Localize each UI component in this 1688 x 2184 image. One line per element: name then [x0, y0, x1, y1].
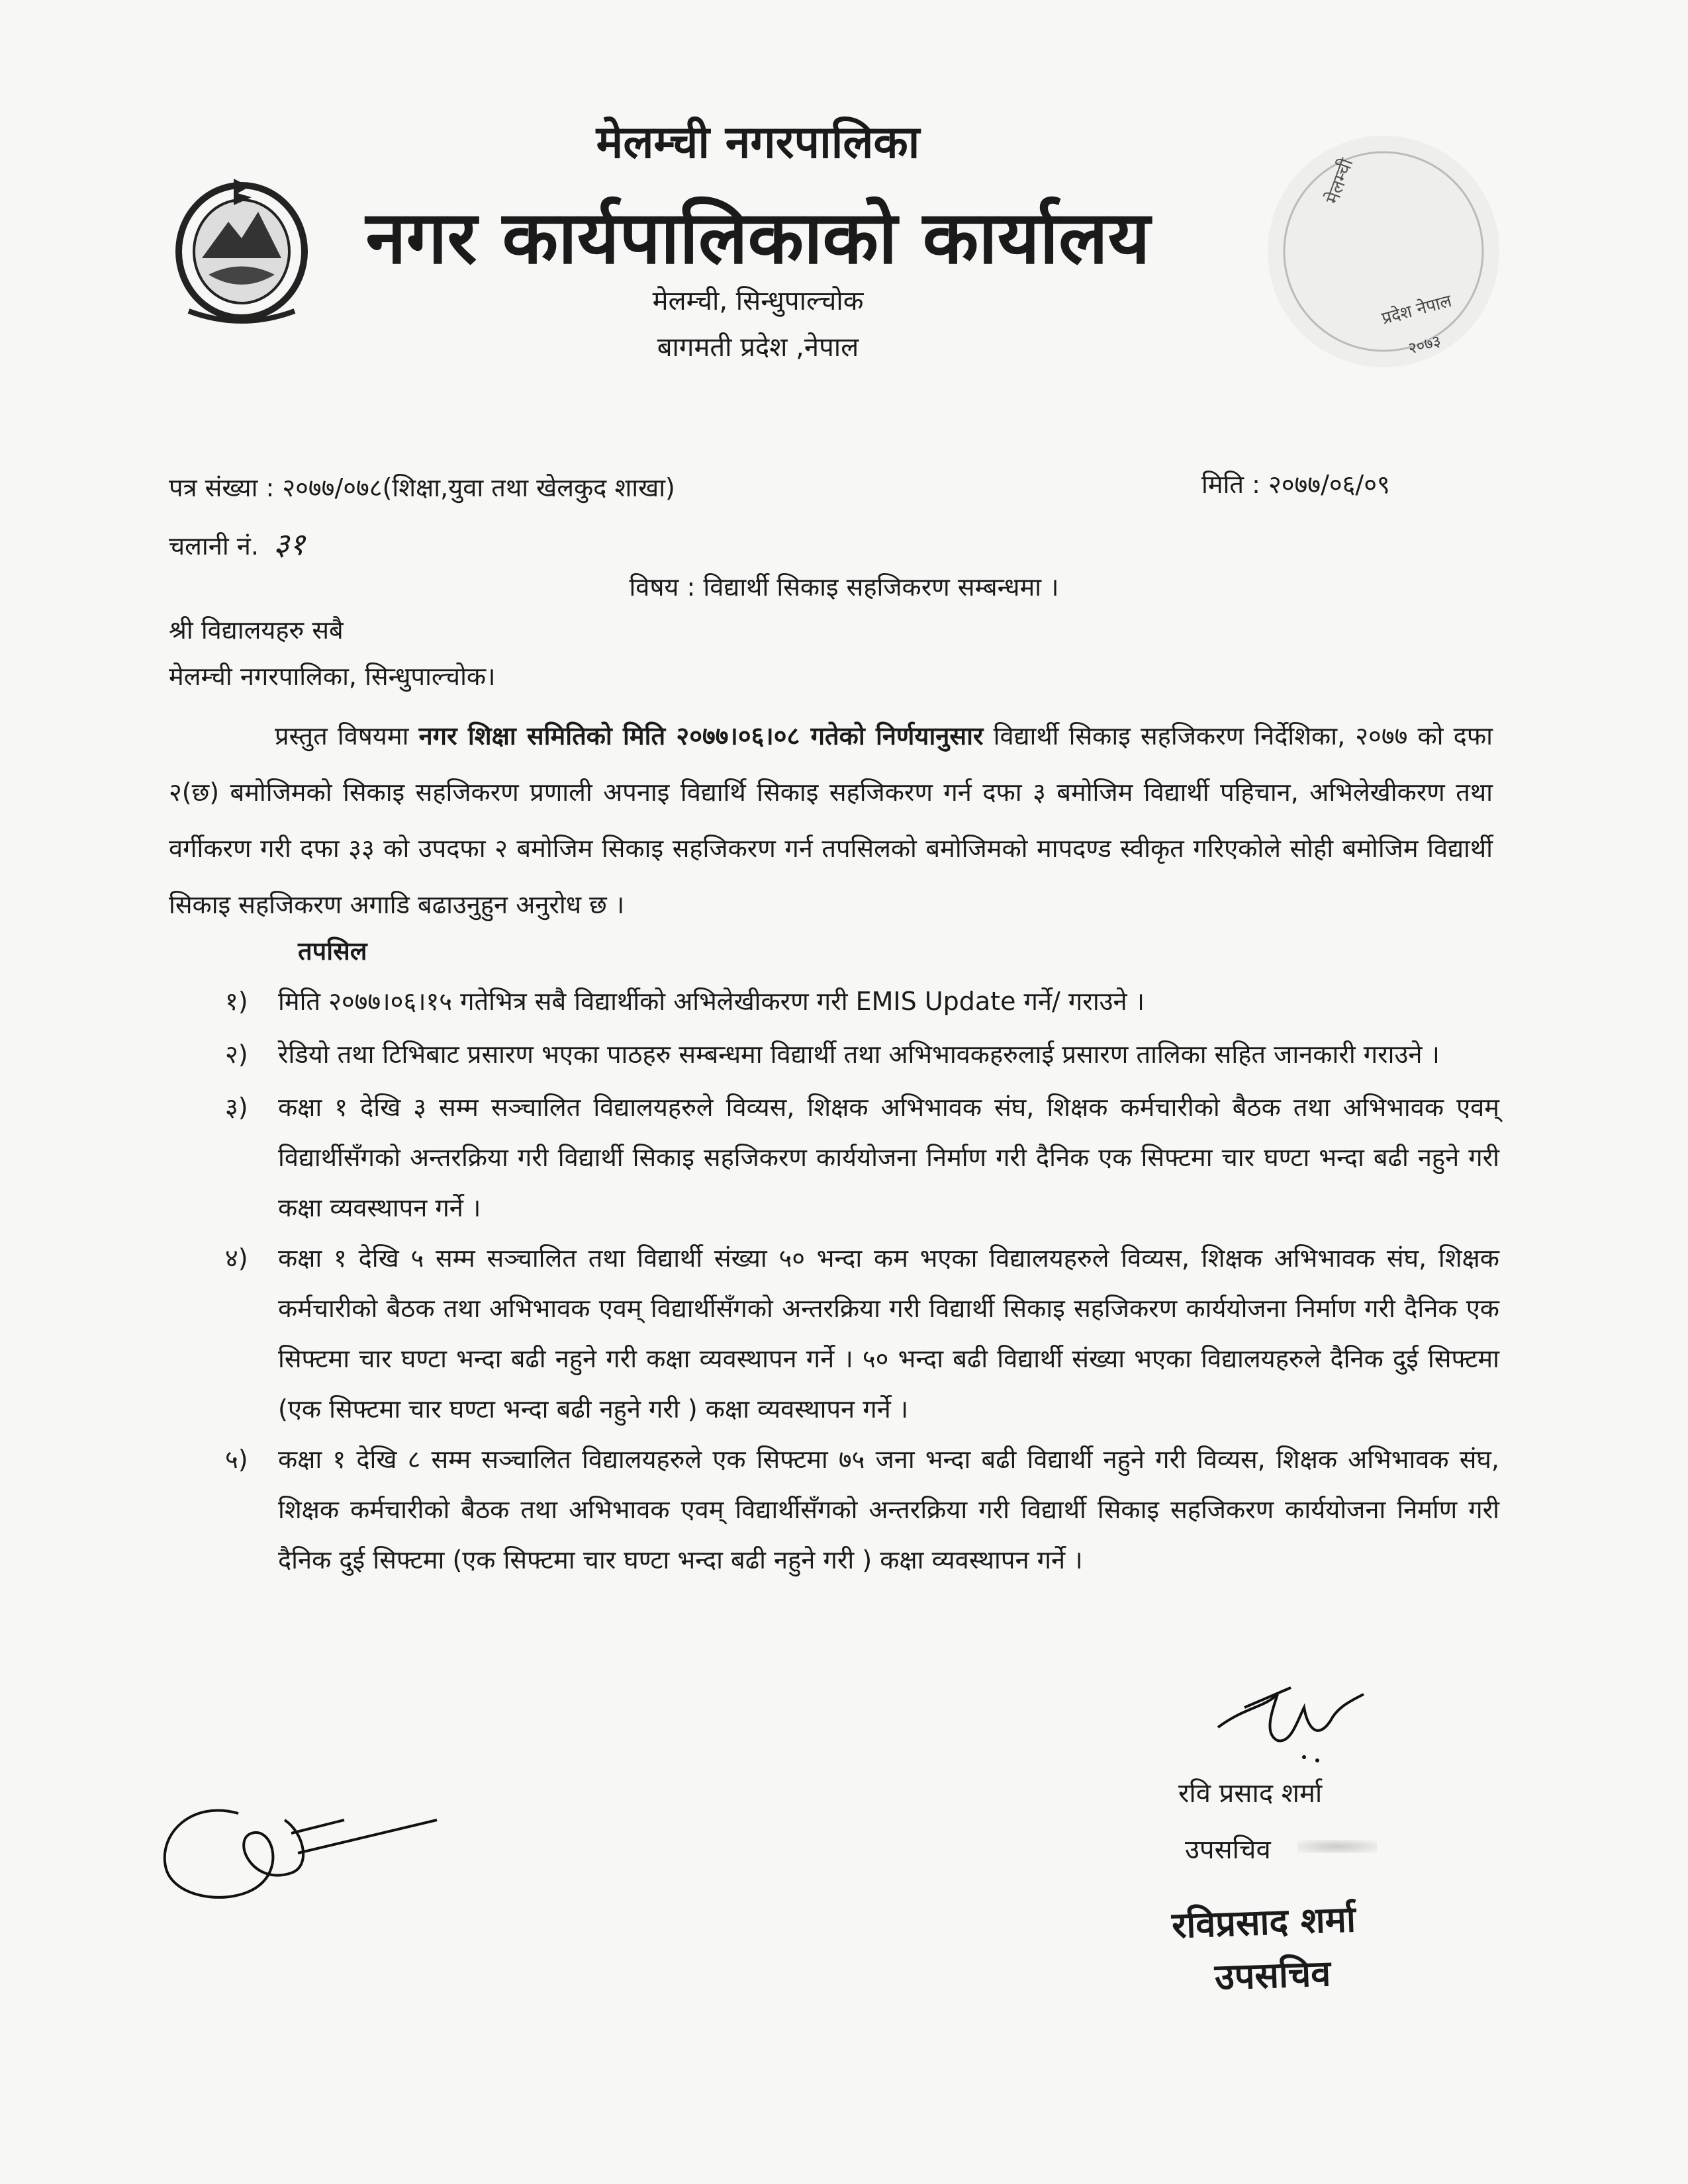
signer-name: रवि प्रसाद शर्मा: [1178, 1778, 1323, 1809]
list-item-text: कक्षा १ देखि ५ सम्म सञ्चालित तथा विद्यार्थी संख्या ५० भन्दा कम भएका विद्यालयहरुले विव्यस, शिक्षक अभिभावक संघ, शिक्षक कर्मचारीको बैठक तथा अभिभावक एवम् विद्यार्थीसँगको अन्तरक्रिया गरी विद्यार्थी सिकाइ सहजिकरण कार्ययोजना निर्माण गरी दैनिक एक सिफ्टमा चार घण्टा भन्दा बढी नहुने गरी कक्षा व्यवस्थापन गर्ने । ५० भन्दा बढी विद्यार्थी संख्या भएका विद्यालयहरुले दैनिक दुई सिफ्टमा (एक सिफ्टमा चार घण्टा भन्दा बढी नहुने गरी ) कक्षा व्यवस्थापन गर्ने ।: [278, 1244, 1499, 1424]
annex-title: तपसिल: [298, 936, 367, 966]
list-item-number: ५): [225, 1445, 248, 1474]
list-item-number: २): [225, 1040, 248, 1069]
letter-subject: विषय : विद्यार्थी सिकाइ सहजिकरण सम्बन्धमा ।: [629, 572, 1059, 602]
list-item: [225, 1233, 1499, 1434]
list-item: [225, 1082, 1499, 1233]
list-item-number: १): [225, 987, 248, 1016]
svg-text:प्रदेश नेपाल: प्रदेश नेपाल: [1380, 291, 1454, 329]
address-line-2: बागमती प्रदेश ,नेपाल: [657, 332, 859, 363]
name-seal: रविप्रसाद शर्मा: [1171, 1898, 1356, 1946]
body-text-start: प्रस्तुत विषयमा: [275, 721, 419, 751]
stamp-smudge: [1297, 1840, 1377, 1853]
list-item-text: मिति २०७७।०६।१५ गतेभित्र सबै विद्यार्थीको अभिलेखीकरण गरी EMIS Update गर्ने/ गराउने ।: [278, 987, 1145, 1016]
list-item-text: कक्षा १ देखि ८ सम्म सञ्चालित विद्यालयहरुले एक सिफ्टमा ७५ जना भन्दा बढी विद्यार्थी नहुने गरी विव्यस, शिक्षक अभिभावक संघ, शिक्षक कर्मचारीको बैठक तथा अभिभावक एवम् विद्यार्थीसँगको अन्तरक्रिया गरी विद्यार्थी सिकाइ सहजिकरण कार्ययोजना निर्माण गरी दैनिक दुई सिफ्टमा (एक सिफ्टमा चार घण्टा भन्दा बढी नहुने गरी ) कक्षा व्यवस्थापन गर्ने ।: [278, 1445, 1499, 1574]
annex-list: [225, 976, 1499, 1585]
dispatch-number: [169, 523, 305, 564]
addressee-line-2: मेलम्ची नगरपालिका, सिन्धुपाल्चोक।: [169, 662, 496, 691]
svg-text:२०७३: २०७३: [1406, 331, 1443, 358]
dispatch-label: चलानी नं.: [169, 531, 259, 561]
signer-title: उपसचिव: [1185, 1835, 1271, 1865]
list-item: [225, 1029, 1499, 1079]
municipality-name: मेलम्ची नगरपालिका: [596, 116, 920, 169]
body-paragraph: [169, 708, 1493, 933]
body-text-end: विद्यार्थी सिकाइ सहजिकरण निर्देशिका, २०७७ को दफा २(छ) बमोजिमको सिकाइ सहजिकरण प्रणाली अपनाइ विद्यार्थि सिकाइ सहजिकरण गर्न दफा ३ बमोजिम विद्यार्थी पहिचान, अभिलेखीकरण तथा वर्गीकरण गरी दफा ३३ को उपदफा २ बमोजिम सिकाइ सहजिकरण गर्न तपसिलको बमोजिमको मापदण्ड स्वीकृत गरिएकोले सोही बमोजिम विद्यार्थी सिकाइ सहजिकरण अगाडि बढाउनुहुन अनुरोध छ ।: [169, 721, 1493, 919]
addressee-line-1: श्री विद्यालयहरु सबै: [169, 615, 344, 645]
body-text-bold: नगर शिक्षा समितिको मिति २०७७।०६।०८ गतेको निर्णयानुसार: [418, 721, 984, 751]
handwritten-signature-icon: [1205, 1668, 1377, 1767]
dispatch-value: ३१: [273, 526, 305, 562]
list-item-text: रेडियो तथा टिभिबाट प्रसारण भएका पाठहरु सम्बन्धमा विद्यार्थी तथा अभिभावकहरुलाई प्रसारण तालिका सहित जानकारी गराउने ।: [278, 1040, 1440, 1069]
letter-date: मिति : २०७७/०६/०९: [1201, 470, 1390, 499]
list-item-number: ४): [225, 1244, 248, 1273]
list-item: [225, 976, 1499, 1026]
office-name: नगर कार्यपालिकाको कार्यालय: [365, 195, 1150, 280]
list-item: [225, 1434, 1499, 1585]
list-item-text: कक्षा १ देखि ३ सम्म सञ्चालित विद्यालयहरुले विव्यस, शिक्षक अभिभावक संघ, शिक्षक कर्मचारीको बैठक तथा अभिभावक एवम् विद्यार्थीसँगको अन्तरक्रिया गरी विद्यार्थी सिकाइ सहजिकरण कार्ययोजना निर्माण गरी दैनिक एक सिफ्टमा चार घण्टा भन्दा बढी नहुने गरी कक्षा व्यवस्थापन गर्ने ।: [278, 1093, 1499, 1222]
address-line-1: मेलम्ची, सिन्धुपाल्चोक: [652, 286, 864, 316]
reference-number: पत्र संख्या : २०७७/०७८(शिक्षा,युवा तथा खेलकुद शाखा): [169, 473, 675, 502]
title-seal: उपसचिव: [1214, 1952, 1332, 1999]
handwritten-signature-icon: [152, 1754, 450, 1919]
municipality-round-stamp-icon: [1258, 126, 1509, 377]
svg-text:मेलम्ची: मेलम्ची: [1321, 155, 1358, 207]
list-item-number: ३): [225, 1093, 248, 1122]
